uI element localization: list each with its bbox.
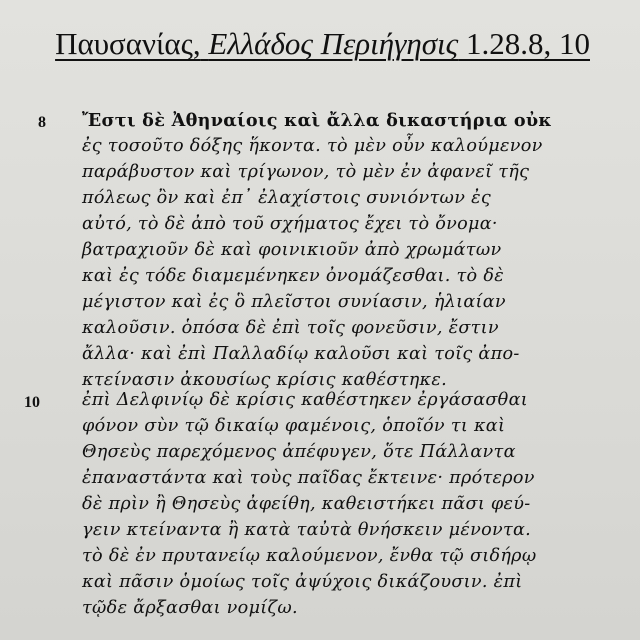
- title-reference: 1.28.8, 10: [466, 26, 590, 61]
- text-line: τὸ δὲ ἐν πρυτανείῳ καλούμενον, ἔνθα τῷ σιδήρῳ: [82, 546, 537, 566]
- section-number-10: 10: [24, 394, 40, 411]
- text-line: παράβυστον καὶ τρίγωνον, τὸ μὲν ἐν ἀφανεῖ τῆς: [82, 162, 530, 182]
- text-line: ἐς τοσοῦτο δόξης ἥκοντα. τὸ μὲν οὖν καλούμενον: [82, 136, 543, 156]
- text-line: ἐπὶ Δελφινίῳ δὲ κρίσις καθέστηκεν ἐργάσασθαι: [82, 390, 528, 410]
- title-author: Παυσανίας,: [55, 26, 201, 61]
- text-line: καὶ πᾶσιν ὁμοίως τοῖς ἀψύχοις δικάζουσιν. ἐπὶ: [82, 572, 523, 592]
- section-number-8: 8: [38, 114, 46, 131]
- text-line: βατραχιοῦν δὲ καὶ φοινικιοῦν ἀπὸ χρωμάτων: [82, 240, 502, 260]
- text-line: αὐτό, τὸ δὲ ἀπὸ τοῦ σχήματος ἔχει τὸ ὄνομα·: [82, 214, 498, 234]
- text-line: γειν κτείναντα ἢ κατὰ ταὐτὰ θνήσκειν μένοντα.: [82, 520, 532, 540]
- title-work: Ελλάδος Περιήγησις: [208, 26, 459, 61]
- text-line: καλοῦσιν. ὁπόσα δὲ ἐπὶ τοῖς φονεῦσιν, ἔστιν: [82, 318, 499, 338]
- text-line: ἐπαναστάντα καὶ τοὺς παῖδας ἔκτεινε· πρότερον: [82, 468, 535, 488]
- text-line: δὲ πρὶν ἢ Θησεὺς ἀφείθη, καθειστήκει πᾶσι φεύ-: [82, 494, 531, 514]
- text-line: ἄλλα· καὶ ἐπὶ Παλλαδίῳ καλοῦσι καὶ τοῖς ἀπο-: [82, 344, 520, 364]
- text-line: μέγιστον καὶ ἐς ὃ πλεῖστοι συνίασιν, ἡλιαίαν: [82, 292, 506, 312]
- text-line: Ἔστι δὲ Ἀθηναίοις καὶ ἄλλα δικαστήρια οὐκ: [82, 110, 552, 131]
- text-line: καὶ ἐς τόδε διαμεμένηκεν ὀνομάζεσθαι. τὸ δὲ: [82, 266, 504, 286]
- text-line: φόνον σὺν τῷ δικαίῳ φαμένοις, ὁποῖόν τι καὶ: [82, 416, 506, 436]
- text-line: πόλεως ὂν καὶ ἐπ᾽ ἐλαχίστοις συνιόντων ἐς: [82, 188, 491, 208]
- text-line: τῷδε ἄρξασθαι νομίζω.: [82, 598, 298, 618]
- text-line: κτείνασιν ἀκουσίως κρίσις καθέστηκε.: [82, 370, 448, 390]
- text-line: Θησεὺς παρεχόμενος ἀπέφυγεν, ὅτε Πάλλαντα: [82, 442, 516, 462]
- page-title: [55, 26, 590, 62]
